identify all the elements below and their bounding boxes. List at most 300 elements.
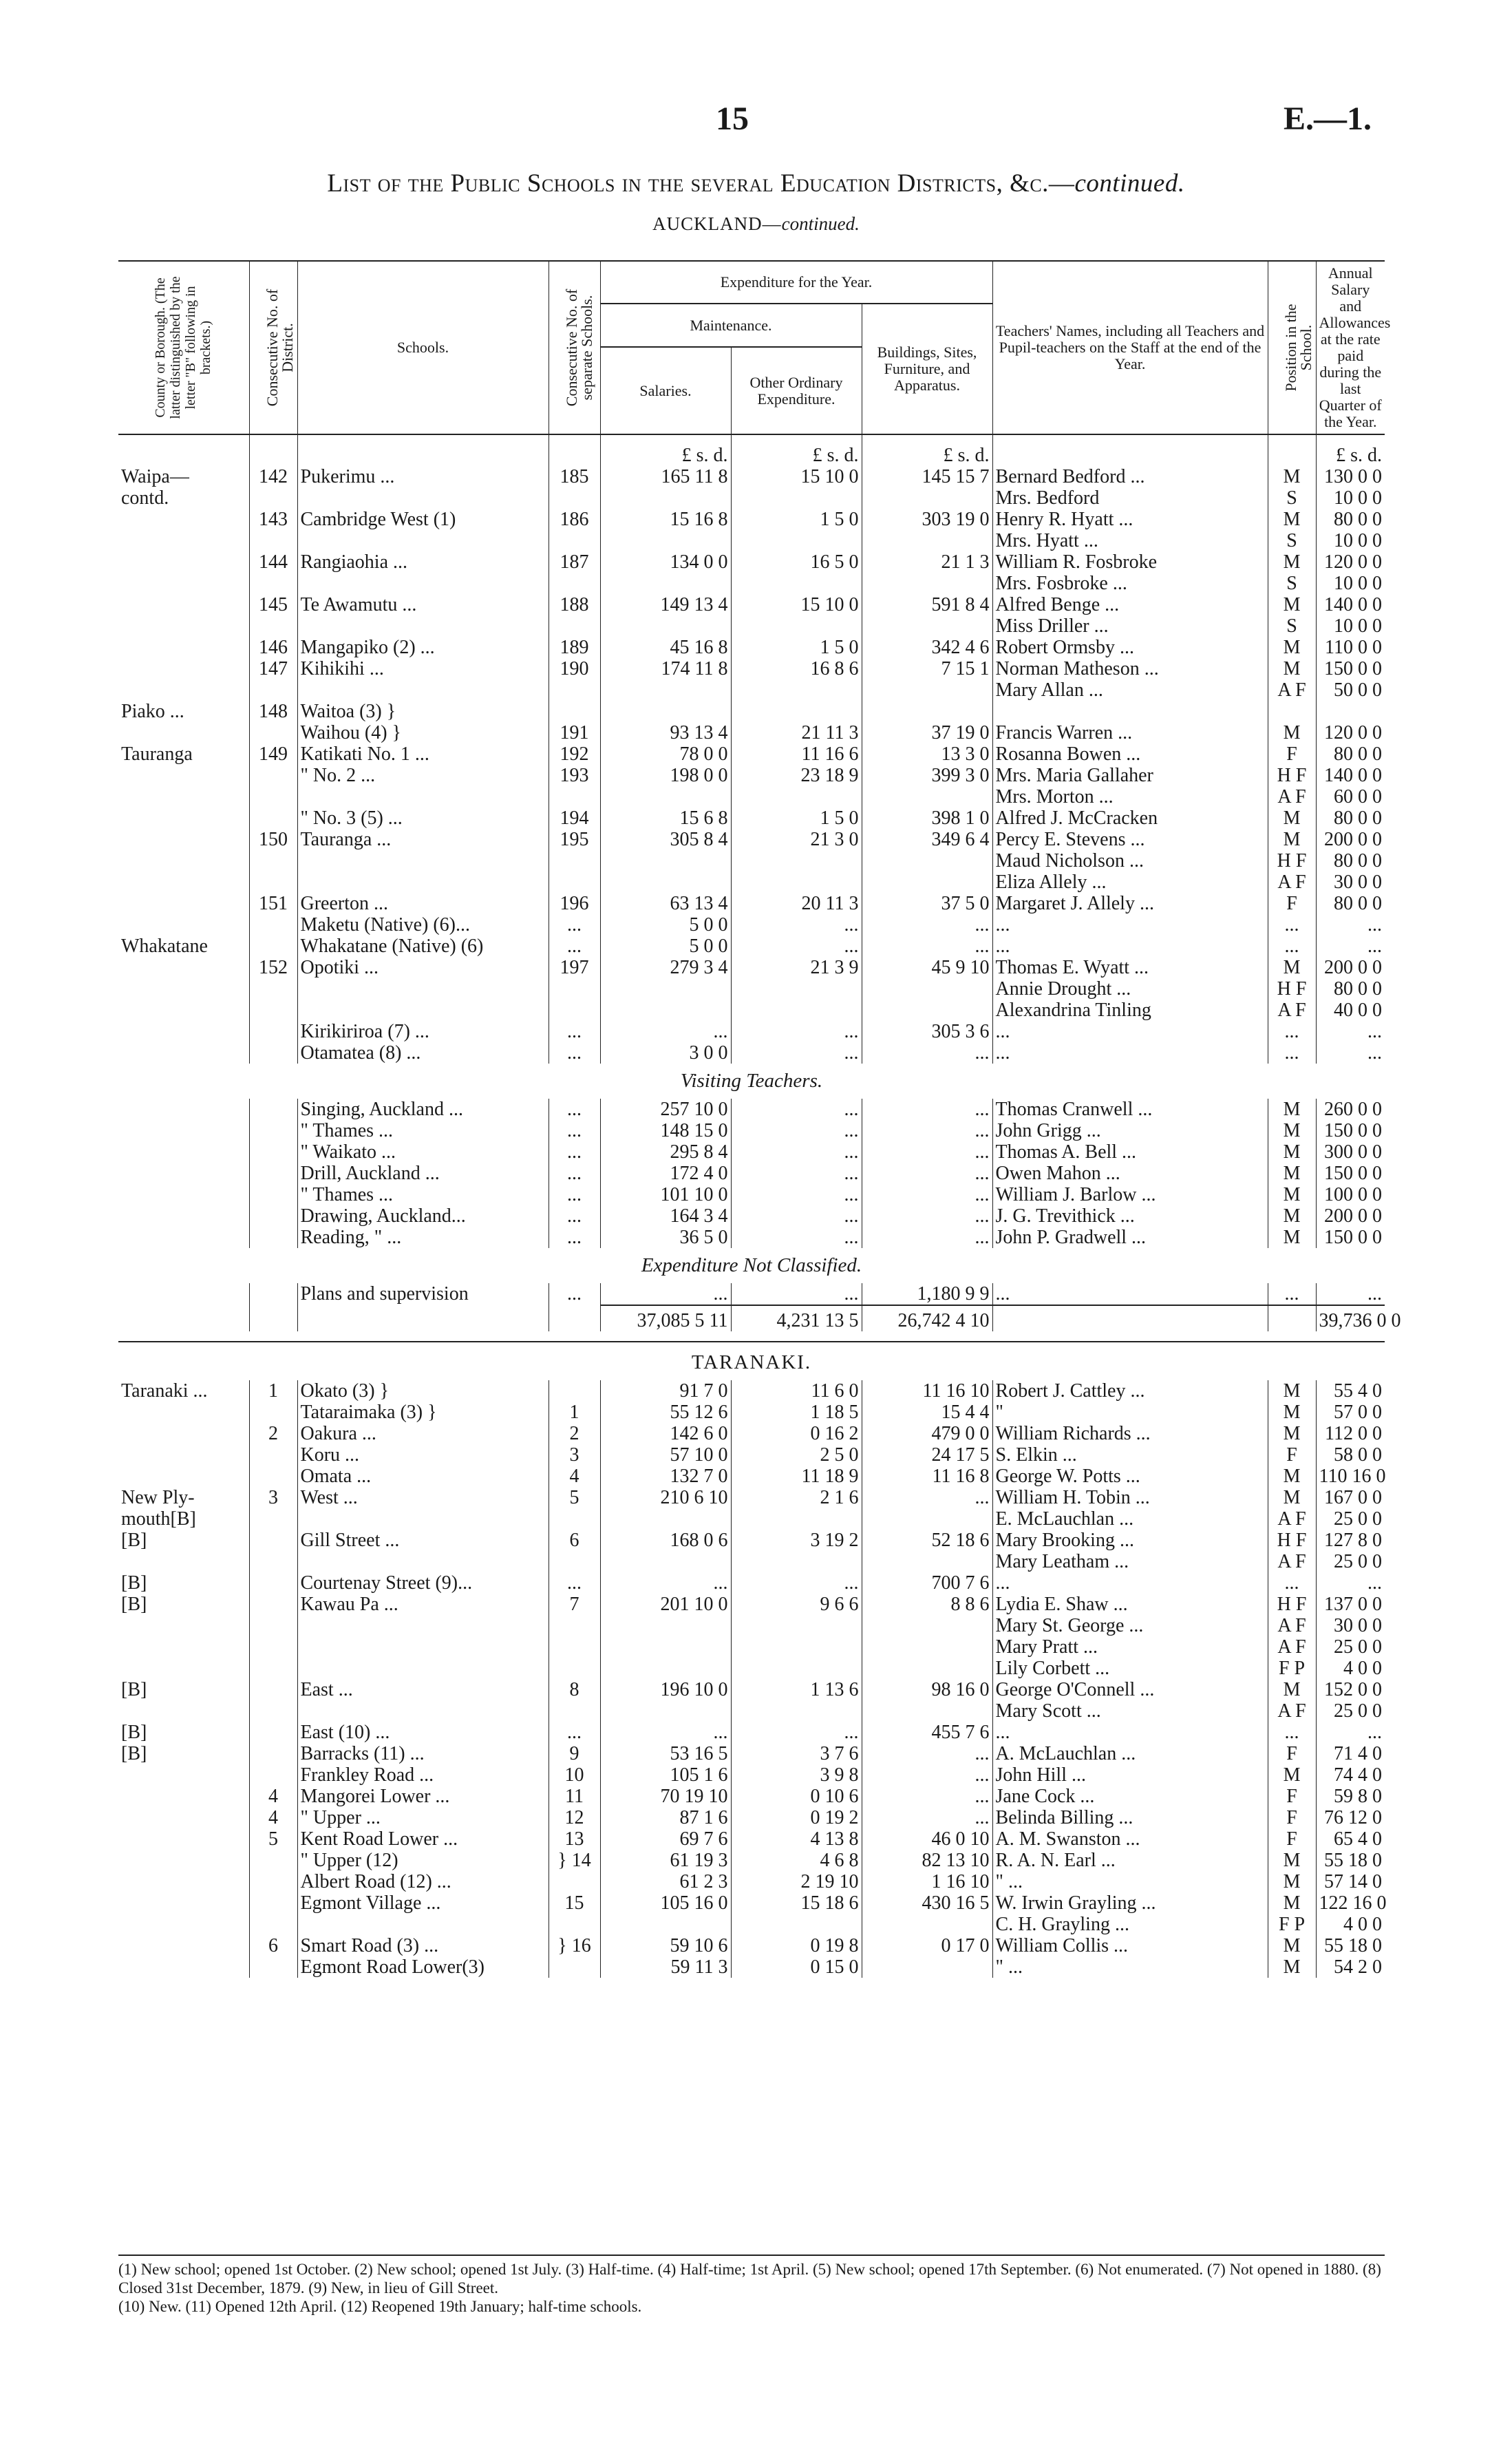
buildings-cell: ... <box>862 1205 992 1227</box>
salaries-cell: 295 8 4 <box>600 1141 731 1163</box>
buildings-cell: 145 15 7 <box>862 466 992 487</box>
salary-cell: 130 0 0 <box>1324 466 1383 487</box>
total-salaries: 37,085 5 11 <box>600 1305 731 1331</box>
other-cell: 4 6 8 <box>731 1850 862 1871</box>
salaries-cell <box>600 530 731 551</box>
other-cell: 11 18 9 <box>731 1466 862 1487</box>
other-cell: 11 16 6 <box>731 743 862 765</box>
position-cell: M <box>1268 1487 1316 1508</box>
other-cell: ... <box>731 1283 862 1305</box>
salaries-cell <box>600 1914 731 1935</box>
title-lead: List of the Public Schools in the several Education Districts, &c.— <box>327 169 1075 198</box>
taranaki-section <box>118 1342 1385 1380</box>
school-no: 5 <box>549 1487 600 1508</box>
other-cell <box>731 487 862 509</box>
page-number: 15 <box>716 101 749 137</box>
buildings-cell <box>862 1914 992 1935</box>
school-name: Egmont Village ... <box>297 1892 549 1914</box>
district-no <box>249 872 297 893</box>
teacher-name: Alfred J. McCracken <box>992 807 1268 829</box>
school-name: Mangorei Lower ... <box>297 1786 549 1807</box>
school-no: 191 <box>549 722 600 743</box>
position-cell: S <box>1268 487 1316 509</box>
salaries-cell: 87 1 6 <box>600 1807 731 1828</box>
school-no <box>549 679 600 701</box>
teacher-name: A. M. Swanston ... <box>992 1828 1268 1850</box>
salary-cell: 122 16 0 <box>1319 1892 1387 1914</box>
salary-cell: 137 0 0 <box>1324 1594 1383 1615</box>
salary-cell: 200 0 0 <box>1324 957 1383 978</box>
salary-cell: 120 0 0 <box>1324 551 1383 573</box>
district-no <box>249 1021 297 1042</box>
buildings-cell: 98 16 0 <box>862 1679 992 1700</box>
salaries-cell: ... <box>600 1572 731 1594</box>
header-school-no: Consecutive No. of separate Schools. <box>549 261 600 434</box>
county-cell <box>118 893 249 914</box>
salaries-cell: 174 11 8 <box>600 658 731 679</box>
position-cell: F <box>1268 893 1316 914</box>
school-no: ... <box>549 1163 600 1184</box>
salary-cell: 150 0 0 <box>1324 1227 1383 1248</box>
other-cell: 0 16 2 <box>731 1423 862 1444</box>
salary-cell: 150 0 0 <box>1324 1120 1383 1141</box>
school-name: Pukerimu ... <box>297 466 549 487</box>
salary-cell: 260 0 0 <box>1324 1099 1383 1120</box>
salaries-cell: 279 3 4 <box>600 957 731 978</box>
school-name: Plans and supervision <box>297 1283 549 1305</box>
school-no <box>549 1871 600 1892</box>
table-row <box>118 807 1385 829</box>
buildings-cell: 8 8 6 <box>862 1594 992 1615</box>
county-cell <box>118 1099 249 1120</box>
position-cell: M <box>1268 722 1316 743</box>
salary-cell: 112 0 0 <box>1325 1423 1383 1444</box>
table-row <box>118 1184 1385 1205</box>
county-cell <box>118 1828 249 1850</box>
buildings-cell: 0 17 0 <box>862 1935 992 1956</box>
school-no: 193 <box>549 765 600 786</box>
county-cell <box>118 1636 249 1658</box>
school-no <box>549 1700 600 1722</box>
position-cell: M <box>1268 1850 1316 1871</box>
district-no <box>249 1402 297 1423</box>
header-buildings: Buildings, Sites, Furniture, and Apparatus. <box>862 304 992 434</box>
school-name: East ... <box>297 1679 549 1700</box>
school-name: Whakatane (Native) (6) <box>297 936 549 957</box>
position-cell: M <box>1268 1956 1316 1978</box>
district-no <box>249 1722 297 1743</box>
table-row <box>118 893 1385 914</box>
district-no <box>249 978 297 1000</box>
other-cell: 3 19 2 <box>731 1530 862 1551</box>
school-name: Drawing, Auckland... <box>297 1205 549 1227</box>
table-row <box>118 914 1385 936</box>
buildings-cell: 46 0 10 <box>862 1828 992 1850</box>
position-cell: M <box>1268 1423 1316 1444</box>
salary-cell: 4 0 0 <box>1343 1658 1383 1679</box>
school-no: 192 <box>549 743 600 765</box>
salary-cell: 200 0 0 <box>1324 1205 1383 1227</box>
teacher-name: Mary Scott ... <box>992 1700 1268 1722</box>
table-row <box>118 1021 1385 1042</box>
district-no <box>249 914 297 936</box>
district-no <box>249 1871 297 1892</box>
auckland-rows <box>118 466 1385 1064</box>
school-no <box>549 1615 600 1636</box>
table-row <box>118 1572 1385 1594</box>
salary-cell: 150 0 0 <box>1324 658 1383 679</box>
school-name: Maketu (Native) (6)... <box>297 914 549 936</box>
buildings-cell: ... <box>862 1042 992 1064</box>
school-no: 2 <box>549 1423 600 1444</box>
district-no: 143 <box>249 509 297 530</box>
school-no: 8 <box>549 1679 600 1700</box>
header-salary: Annual Salary and Allowances at the rate paid during the last Quarter of the Year. <box>1316 261 1385 434</box>
school-name: Albert Road (12) ... <box>297 1871 549 1892</box>
other-cell: 3 9 8 <box>731 1764 862 1786</box>
table-row <box>118 1444 1385 1466</box>
teacher-name: Jane Cock ... <box>992 1786 1268 1807</box>
buildings-cell <box>862 786 992 807</box>
other-cell <box>731 530 862 551</box>
schools-table <box>118 260 1401 1978</box>
position-cell: F <box>1268 1786 1316 1807</box>
table-row <box>118 1850 1385 1871</box>
salary-cell: 60 0 0 <box>1334 786 1383 807</box>
school-no <box>549 872 600 893</box>
position-cell: A F <box>1268 1636 1316 1658</box>
school-name <box>297 978 549 1000</box>
district-no <box>249 1508 297 1530</box>
district-no <box>249 807 297 829</box>
salary-cell: 300 0 0 <box>1324 1141 1383 1163</box>
salaries-cell <box>600 701 731 722</box>
school-name: Courtenay Street (9)... <box>297 1572 549 1594</box>
other-cell: ... <box>731 1184 862 1205</box>
header-teachers: Teachers' Names, including all Teachers and Pupil-teachers on the Staff at the end of the Year. <box>992 261 1268 434</box>
district-no <box>249 1594 297 1615</box>
district-no <box>249 1163 297 1184</box>
buildings-cell <box>862 1956 992 1978</box>
table-row <box>118 1423 1385 1444</box>
buildings-cell <box>862 1700 992 1722</box>
teacher-name: John Hill ... <box>992 1764 1268 1786</box>
buildings-cell: 1,180 9 9 <box>862 1283 992 1305</box>
county-cell <box>118 615 249 637</box>
salary-cell: 167 0 0 <box>1324 1487 1383 1508</box>
taranaki-label: TARANAKI. <box>118 1342 1385 1380</box>
county-cell <box>118 1615 249 1636</box>
other-cell <box>731 1636 862 1658</box>
other-cell <box>731 1615 862 1636</box>
header-maintenance: Maintenance. <box>600 304 862 347</box>
position-cell: H F <box>1268 978 1316 1000</box>
table-row <box>118 466 1385 487</box>
other-cell: 15 18 6 <box>731 1892 862 1914</box>
salaries-cell: 15 6 8 <box>600 807 731 829</box>
position-cell: H F <box>1268 1594 1316 1615</box>
salaries-cell: 196 10 0 <box>600 1679 731 1700</box>
teacher-name: E. McLauchlan ... <box>992 1508 1268 1530</box>
footnote-line: (10) New. (11) Opened 12th April. (12) Reopened 19th January; half-time schools. <box>118 2298 642 2315</box>
other-cell: 4 13 8 <box>731 1828 862 1850</box>
salary-cell: 110 0 0 <box>1325 637 1383 658</box>
other-cell: 2 5 0 <box>731 1444 862 1466</box>
total-salary: 39,736 0 0 <box>1316 1305 1385 1331</box>
school-name: Barracks (11) ... <box>297 1743 549 1764</box>
table-row <box>118 743 1385 765</box>
teacher-name: William H. Tobin ... <box>992 1487 1268 1508</box>
buildings-cell: 399 3 0 <box>862 765 992 786</box>
position-cell: M <box>1268 637 1316 658</box>
teacher-name: Alexandrina Tinling <box>992 1000 1268 1021</box>
table-row <box>118 850 1385 872</box>
salaries-cell <box>600 1700 731 1722</box>
buildings-cell: ... <box>862 1120 992 1141</box>
table-row <box>118 1466 1385 1487</box>
teacher-name: John P. Gradwell ... <box>992 1227 1268 1248</box>
district-no <box>249 1658 297 1679</box>
buildings-cell: ... <box>862 1184 992 1205</box>
buildings-cell: 303 19 0 <box>862 509 992 530</box>
salaries-cell: 172 4 0 <box>600 1163 731 1184</box>
district-no: 148 <box>249 701 297 722</box>
school-no: 11 <box>549 1786 600 1807</box>
school-no: 185 <box>549 466 600 487</box>
buildings-cell <box>862 1000 992 1021</box>
salary-cell: ... <box>1367 1283 1383 1305</box>
school-name: Drill, Auckland ... <box>297 1163 549 1184</box>
school-name: Waihou (4) } <box>297 722 549 743</box>
district-no: 147 <box>249 658 297 679</box>
buildings-cell <box>862 850 992 872</box>
teacher-name: Mary Brooking ... <box>992 1530 1268 1551</box>
buildings-cell: 398 1 0 <box>862 807 992 829</box>
auckland-body <box>118 434 1385 466</box>
teacher-name: Bernard Bedford ... <box>992 466 1268 487</box>
county-cell <box>118 722 249 743</box>
county-cell <box>118 1786 249 1807</box>
table-row <box>118 1227 1385 1248</box>
county-cell <box>118 1551 249 1572</box>
table-row <box>118 679 1385 701</box>
school-name <box>297 530 549 551</box>
school-no <box>549 701 600 722</box>
table-row <box>118 765 1385 786</box>
teacher-name: " <box>992 1402 1268 1423</box>
county-cell <box>118 1000 249 1021</box>
position-cell: A F <box>1268 872 1316 893</box>
teacher-name: ... <box>992 1572 1268 1594</box>
salaries-cell <box>600 1508 731 1530</box>
salary-cell: 55 18 0 <box>1324 1850 1383 1871</box>
teacher-name: Mrs. Bedford <box>992 487 1268 509</box>
county-cell <box>118 637 249 658</box>
table-row <box>118 829 1385 850</box>
other-cell: 2 1 6 <box>731 1487 862 1508</box>
school-name <box>297 679 549 701</box>
other-cell: 15 10 0 <box>731 594 862 615</box>
school-no: ... <box>549 1227 600 1248</box>
county-cell: Whakatane <box>118 936 249 957</box>
salary-cell: 4 0 0 <box>1343 1914 1383 1935</box>
other-cell: 0 19 2 <box>731 1807 862 1828</box>
teacher-name: Mrs. Morton ... <box>992 786 1268 807</box>
school-no: 13 <box>549 1828 600 1850</box>
buildings-cell <box>862 1551 992 1572</box>
salary-cell: 80 0 0 <box>1334 807 1383 829</box>
other-cell <box>731 1700 862 1722</box>
buildings-cell: 591 8 4 <box>862 594 992 615</box>
school-name: Kirikiriroa (7) ... <box>297 1021 549 1042</box>
totals-row <box>118 1305 1385 1331</box>
salary-cell: 100 0 0 <box>1324 1184 1383 1205</box>
unit-other: £ s. d. <box>731 434 862 466</box>
county-cell <box>118 1658 249 1679</box>
other-cell <box>731 1508 862 1530</box>
page-title <box>0 169 1512 198</box>
district-no <box>249 487 297 509</box>
county-cell: Piako ... <box>118 701 249 722</box>
school-name <box>297 1914 549 1935</box>
other-cell: ... <box>731 1120 862 1141</box>
district-subtitle <box>0 213 1512 235</box>
table-row <box>118 1807 1385 1828</box>
school-name: " Waikato ... <box>297 1141 549 1163</box>
footnote-line: (1) New school; opened 1st October. (2) New school; opened 1st July. (3) Half-time. (4) Half-time; 1st April. (5) New school; opened 17th September. (6) Not enumerated. (7) Not opened in 1880. (8) Closed 31st December, 1879. (9) New, in lieu of Gill Street. <box>118 2261 1381 2297</box>
table-row <box>118 1786 1385 1807</box>
school-no <box>549 1380 600 1402</box>
county-cell: Waipa— <box>118 466 249 487</box>
buildings-cell: 37 19 0 <box>862 722 992 743</box>
table-row <box>118 1914 1385 1935</box>
district-no <box>249 786 297 807</box>
teacher-name: Alfred Benge ... <box>992 594 1268 615</box>
salaries-cell: ... <box>600 1021 731 1042</box>
teacher-name: Eliza Allely ... <box>992 872 1268 893</box>
salary-cell: 55 4 0 <box>1334 1380 1383 1402</box>
school-name <box>297 1658 549 1679</box>
buildings-cell <box>862 1615 992 1636</box>
salaries-cell: 63 13 4 <box>600 893 731 914</box>
school-name: East (10) ... <box>297 1722 549 1743</box>
county-cell <box>118 786 249 807</box>
buildings-cell: 24 17 5 <box>862 1444 992 1466</box>
position-cell: M <box>1268 1184 1316 1205</box>
district-no <box>249 679 297 701</box>
district-no <box>249 1227 297 1248</box>
school-name <box>297 1615 549 1636</box>
other-cell: 9 6 6 <box>731 1594 862 1615</box>
position-cell <box>1268 701 1316 722</box>
buildings-cell: ... <box>862 1487 992 1508</box>
table-row <box>118 530 1385 551</box>
school-name: West ... <box>297 1487 549 1508</box>
school-name <box>297 1000 549 1021</box>
district-no <box>249 1956 297 1978</box>
county-cell <box>118 978 249 1000</box>
table-row <box>118 1956 1385 1978</box>
buildings-cell <box>862 1636 992 1658</box>
county-cell <box>118 1423 249 1444</box>
table-row <box>118 957 1385 978</box>
salaries-cell <box>600 1551 731 1572</box>
salary-cell: ... <box>1367 1572 1383 1594</box>
salaries-cell: 305 8 4 <box>600 829 731 850</box>
school-no <box>549 850 600 872</box>
county-cell: [B] <box>118 1572 249 1594</box>
school-no: 190 <box>549 658 600 679</box>
salary-cell: 80 0 0 <box>1334 978 1383 1000</box>
county-cell <box>118 1764 249 1786</box>
district-no <box>249 1700 297 1722</box>
other-cell: 0 15 0 <box>731 1956 862 1978</box>
other-cell: 16 5 0 <box>731 551 862 573</box>
salaries-cell: 91 7 0 <box>600 1380 731 1402</box>
county-cell <box>118 1163 249 1184</box>
table-row <box>118 1163 1385 1184</box>
position-cell: F P <box>1268 1658 1316 1679</box>
district-no <box>249 1764 297 1786</box>
county-cell: mouth[B] <box>118 1508 249 1530</box>
school-name: Rangiaohia ... <box>297 551 549 573</box>
salary-cell: 30 0 0 <box>1334 872 1383 893</box>
school-no: } 16 <box>549 1935 600 1956</box>
header-position: Position in the School. <box>1268 261 1316 434</box>
district-no: 1 <box>249 1380 297 1402</box>
unclassified-label: Expenditure Not Classified. <box>641 1254 862 1276</box>
district-no <box>249 1850 297 1871</box>
district-no <box>249 936 297 957</box>
salaries-cell: 59 11 3 <box>600 1956 731 1978</box>
table-row <box>118 551 1385 573</box>
other-cell: 1 5 0 <box>731 509 862 530</box>
salary-cell <box>1316 701 1385 722</box>
salaries-cell <box>600 487 731 509</box>
teacher-name: Margaret J. Allely ... <box>992 893 1268 914</box>
other-cell: 0 19 8 <box>731 1935 862 1956</box>
salary-cell: 140 0 0 <box>1324 765 1383 786</box>
total-buildings: 26,742 4 10 <box>862 1305 992 1331</box>
other-cell <box>731 1658 862 1679</box>
school-no: ... <box>549 1099 600 1120</box>
county-cell <box>118 679 249 701</box>
table-row <box>118 509 1385 530</box>
school-no <box>549 615 600 637</box>
position-cell: M <box>1268 1764 1316 1786</box>
header-other: Other Ordinary Expenditure. <box>731 347 862 434</box>
salary-cell: 140 0 0 <box>1324 594 1383 615</box>
salaries-cell: 105 1 6 <box>600 1764 731 1786</box>
salaries-cell <box>600 850 731 872</box>
school-no: ... <box>549 1184 600 1205</box>
table-row <box>118 615 1385 637</box>
buildings-cell <box>862 1508 992 1530</box>
position-cell: F <box>1268 1807 1316 1828</box>
county-cell <box>118 658 249 679</box>
county-cell: contd. <box>118 487 249 509</box>
district-no <box>249 1466 297 1487</box>
position-cell: M <box>1268 1227 1316 1248</box>
table-row <box>118 1551 1385 1572</box>
salaries-cell: 257 10 0 <box>600 1099 731 1120</box>
teacher-name: Robert J. Cattley ... <box>992 1380 1268 1402</box>
school-name <box>297 872 549 893</box>
other-cell <box>731 679 862 701</box>
salary-cell: 80 0 0 <box>1334 850 1383 872</box>
district-no <box>249 1636 297 1658</box>
salary-cell: ... <box>1367 936 1383 957</box>
